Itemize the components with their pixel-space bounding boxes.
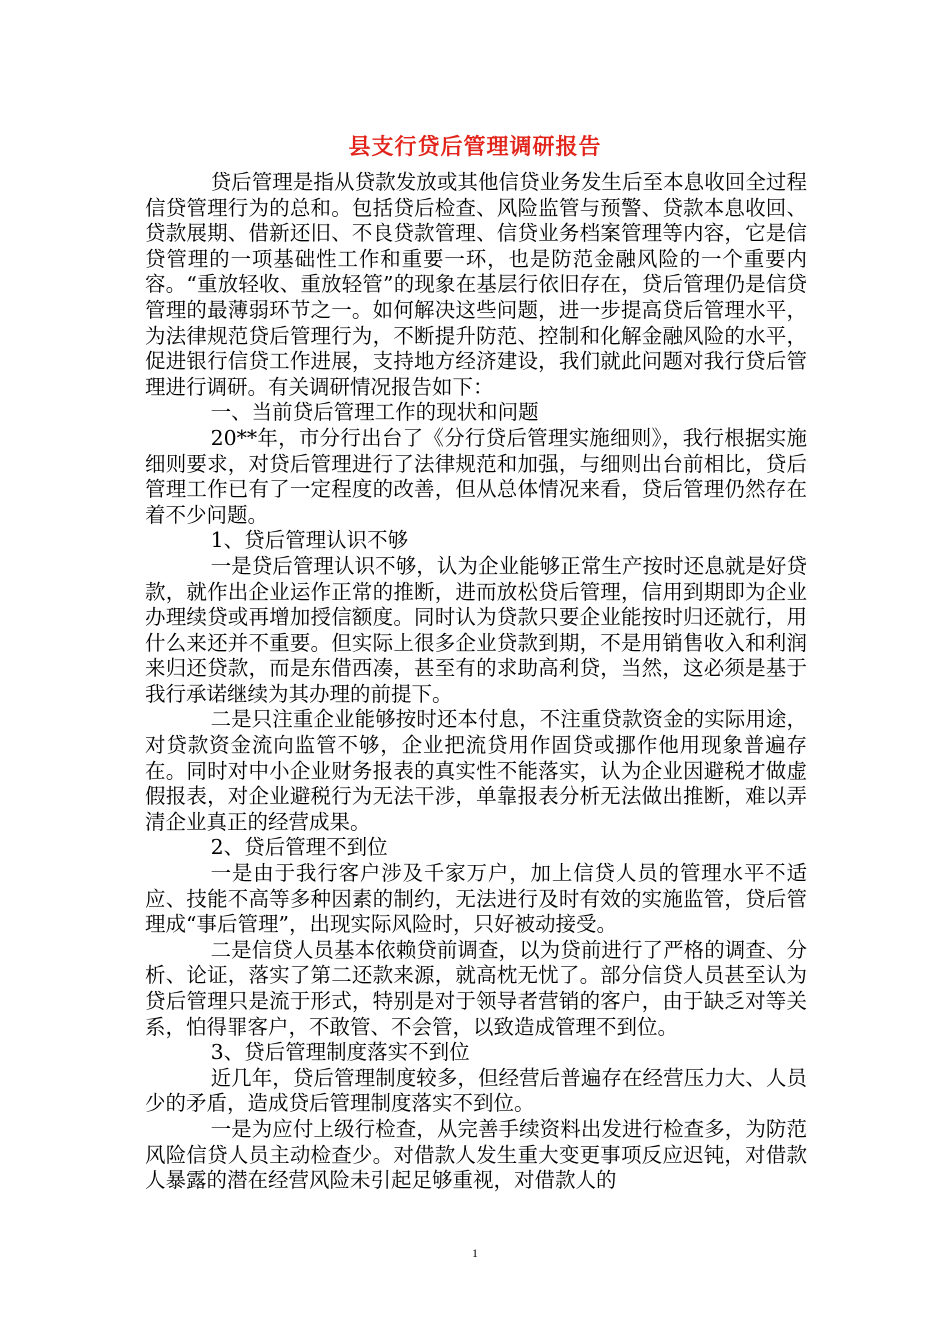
paragraph: 近几年，贷后管理制度较多，但经营后普遍存在经营压力大、人员少的矛盾，造成贷后管理制度落实不到位。 <box>145 1065 807 1116</box>
document-title: 县支行贷后管理调研报告 <box>348 135 602 160</box>
subsection-heading: 1、贷后管理认识不够 <box>210 528 409 553</box>
page-number: 1 <box>472 1246 478 1260</box>
paragraph: 二是只注重企业能够按时还本付息，不注重贷款资金的实际用途，对贷款资金流向监管不够，企业把流贷用作固贷或挪作他用现象普遍存在。同时对中小企业财务报表的真实性不能落实，认为企业因避税才做虚假报表，对企业避税行为无法干涉，单靠报表分析无法做出推断，难以弄清企业真正的经营成果。 <box>145 707 807 834</box>
subsection-heading: 3、贷后管理制度落实不到位 <box>210 1040 470 1065</box>
paragraph: 一是由于我行客户涉及千家万户，加上信贷人员的管理水平不适应、技能不高等多种因素的制约，无法进行及时有效的实施监管，贷后管理成“事后管理”，出现实际风险时，只好被动接受。 <box>145 861 807 937</box>
paragraph: 一是为应付上级行检查，从完善手续资料出发进行检查多，为防范风险信贷人员主动检查少。对借款人发生重大变更事项反应迟钝，对借款人暴露的潜在经营风险未引起足够重视，对借款人的 <box>145 1116 807 1193</box>
paragraph: 一是贷后管理认识不够，认为企业能够正常生产按时还息就是好贷款，就作出企业运作正常的推断，进而放松贷后管理，信用到期即为企业办理续贷或再增加授信额度。同时认为贷款只要企业能按时归还就行，用什么来还并不重要。但实际上很多企业贷款到期，不是用销售收入和利润来归还贷款，而是东借西凑，甚至有的求助高利贷，当然，这必须是基于我行承诺继续为其办理的前提下。 <box>145 553 807 706</box>
section-heading: 一、当前贷后管理工作的现状和问题 <box>210 400 539 425</box>
paragraph: 20**年，市分行出台了《分行贷后管理实施细则》，我行根据实施细则要求，对贷后管理进行了法律规范和加强，与细则出台前相比，贷后管理工作已有了一定程度的改善，但从总体情况来看，贷后管理仍然存在着不少问题。 <box>145 425 807 527</box>
paragraph: 二是信贷人员基本依赖贷前调查，以为贷前进行了严格的调查、分析、论证，落实了第二还款来源，就高枕无忧了。部分信贷人员甚至认为贷后管理只是流于形式，特别是对于领导者营销的客户，由于缺乏对等关系，怕得罪客户，不敢管、不会管，以致造成管理不到位。 <box>145 937 807 1039</box>
paragraph: 贷后管理是指从贷款发放或其他信贷业务发生后至本息收回全过程信贷管理行为的总和。包括贷后检查、风险监管与预警、贷款本息收回、贷款展期、借新还旧、不良贷款管理、信贷业务档案管理等内容，它是信贷管理的一项基础性工作和重要一环，也是防范金融风险的一个重要内容。“重放轻收、重放轻管”的现象在基层行依旧存在，贷后管理仍是信贷管理的最薄弱环节之一。如何解决这些问题，进一步提高贷后管理水平，为法律规范贷后管理行为，不断提升防范、控制和化解金融风险的水平，促进银行信贷工作进展，支持地方经济建设，我们就此问题对我行贷后管理进行调研。有关调研情况报告如下： <box>145 170 807 399</box>
document-body <box>145 170 807 1194</box>
subsection-heading: 2、贷后管理不到位 <box>210 835 388 860</box>
